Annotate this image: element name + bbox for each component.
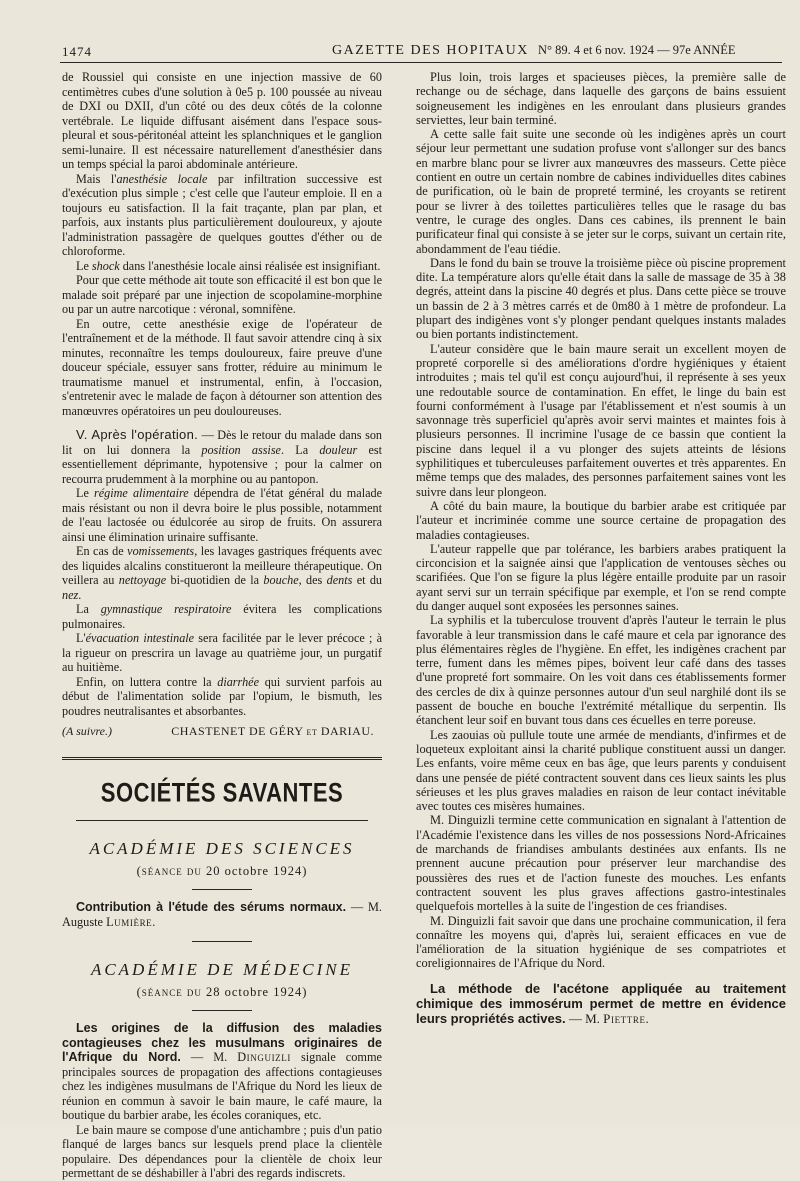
- communication-entry: Les origines de la diffusion des maladies contagieuses chez les musulmans originaires de l'Afrique du Nord. — M. Dinguizli signale comme principales sources de propagation des affections contagieuses chez les indigènes musulmans de l'Afrique du Nord les lieux de réunion en commun à savoir le bain maure, le café maure, la boutique du barbier arabe, les écoles coraniques, etc.: [62, 1021, 382, 1122]
- journal-title: GAZETTE DES HOPITAUX: [332, 43, 529, 58]
- academy-heading: ACADÉMIE DES SCIENCES: [89, 839, 355, 858]
- to-be-continued: (A suivre.): [62, 724, 112, 738]
- paragraph: En cas de vomissements, les lavages gastriques fréquents avec des liquides alcalins constitueront la meilleure thérapeutique. On veillera au nettoyage bi-quotidien de la bouche, des dents et du nez.: [62, 544, 383, 602]
- paragraph: La gymnastique respiratoire évitera les complications pulmonaires.: [62, 602, 382, 631]
- communication-entry: Contribution à l'étude des sérums normaux. — M. Auguste Lumière.: [62, 900, 382, 929]
- paragraph: Plus loin, trois larges et spacieuses pièces, la première salle de rechange ou de séchage, dans laquelle des garçons de bains essuient soigneusement les indigènes en les enroulant dans plusieurs grandes serviettes, leur bain terminé.: [416, 70, 786, 127]
- paragraph: A côté du bain maure, la boutique du barbier arabe est critiquée par l'auteur et incriminée comme une source certaine de propagation des maladies contagieuses.: [416, 498, 786, 542]
- paragraph: L'auteur considère que le bain maure serait un excellent moyen de propreté corporelle si des améliorations d'ordre hygiéniques y étaient introduites ; mais tel qu'il est conçu aujourd'hui, il représente à ses yeux une redoutable source de contamination. En effet, le linge du bain est fourni conformément à l'usage par l'établissement et n'est soumis à un savonnage très superficiel qu'après avoir servi maintes et maintes fois à plusieurs personnes. Il incrimine l'usage de ce bassin que contient la piscine dans lequel il a vu plonger des sujets atteints de lésions syphilitiques et tuberculeuses parfaitement ouvertes et très apparentes. En même temps que des malades, des personnes parfaitement saines vont les suivre dans leur plongeon.: [416, 341, 786, 499]
- short-rule: [192, 1010, 252, 1011]
- article-signature: [62, 724, 382, 739]
- paragraph: Les zaouias où pullule toute une armée de mendiants, d'infirmes et de loqueteux exploitant ainsi la charité publique constituent aussi un danger. Les enfants, voire même ceux en bas âge, que leurs parents y conduisent dans une pensée de piété contractent souvent dans ces lieux saints les plus sérieuses et les plus graves maladies en raison de leur contact inévitable avec toutes ces misères humaines.: [416, 727, 786, 814]
- paragraph: M. Dinguizli termine cette communication en signalant à l'attention de l'Académie l'existence dans les villes de nos possessions Nord-Africaines de marchands de friandises ambulants destinées aux enfants. Ils ne prennent aucune précaution pour préserver leur marchandise des poussières des rues et de l'action funeste des mouches. Les enfants contractent souvent les plus graves affections gastro-intestinales quelquefois mortelles à la suite de l'ingestion de ces friandises.: [416, 813, 786, 914]
- academy-heading: ACADÉMIE DE MÉDECINE: [90, 960, 354, 979]
- section-banner: SOCIÉTÉS SAVANTES: [100, 777, 344, 808]
- header-rule: [60, 62, 782, 63]
- paragraph: Enfin, on luttera contre la diarrhée qui survient parfois au début de l'alimentation solide par l'opium, le bismuth, les poudres neutralisantes et absorbantes.: [62, 674, 383, 718]
- paragraph: de Roussiel qui consiste en une injection massive de 60 centimètres cubes d'une solution à 0e5 p. 100 poussée au niveau de DXI ou DXII, d'un côté ou des deux côtés de la colonne vertébrale. Le liquide diffusant aisément dans l'espace sous-pleural et sous-péritonéal atteint les splanchniques et le ganglion semi-lunaire. Il est nécessaire naturellement d'anesthésier dans un temps spécial la paroi abdominale antérieure.: [62, 70, 382, 171]
- paragraph: L'évacuation intestinale sera facilitée par le lever précoce ; à la rigueur on prescrira un lavage au quatrième jour, un purgatif au huitième.: [62, 631, 382, 674]
- paragraph: V. Après l'opération. — Dès le retour du malade dans son lit on lui donnera la position assise. La douleur est essentiellement déprimante, hypotensive ; pour la calmer on recourra prudemment à la morphine ou au pantopon.: [62, 427, 383, 486]
- paragraph: La syphilis et la tuberculose trouvent d'après l'auteur le terrain le plus favorable à leur transmission dans le café maure et cela par ignorance des plus élémentaires règles de l'hygiène. En effet, les indigènes crachent par terre, fument dans les mêmes pipes, boivent leur café dans des tasses d'une propreté fort sommaire. On les voit dans ces établissements former des cercles de dix à quinze personnes autour d'un seul narghilé dont ils se passent de bouche en bouche l'extrémité métallique du serpentin. Ils étanchent leur soif en buvant tous dans ces écuelles en terre poreuse.: [416, 613, 786, 728]
- paragraph: Le shock dans l'anesthésie locale ainsi réalisée est insignifiant.: [76, 258, 381, 273]
- section-divider: [62, 757, 382, 760]
- page-number: 1474: [62, 44, 92, 59]
- short-rule: [192, 941, 252, 942]
- section-heading: V. Après l'opération.: [76, 427, 199, 442]
- session-date: (séance du 20 octobre 1924): [136, 864, 308, 878]
- paragraph: A cette salle fait suite une seconde où les indigènes après un court séjour leur permettant une sudation profuse vont s'allonger sur des bancs en marbre blanc pour se livrer aux manœuvres des masseurs. Cette pièce contient en outre un certain nombre de cabines individuelles dites cabines de purification, où le bain de propreté terminé, les croyants se retirent pour se livrer à des toilettes particulières telles que le rasage du bas ventre, le curage des ongles. Dans ces cabines, ils prennent le bain purificateur final qui consiste à se jeter sur le corps, suivant un certain rite, abondamment de l'eau tiédie.: [416, 127, 786, 256]
- paragraph: Mais l'anesthésie locale par infiltration successive est d'exécution plus simple ; c'est celle que l'auteur emploie. Il en a toujours eu satisfaction. Il la fait traçante, plan par plan, et parfois, aux instants plus particulièrement douloureux, y ajoute l'administration passagère de quelques gouttes d'éther ou de chloroforme.: [62, 171, 382, 258]
- left-column: [62, 70, 383, 1180]
- issue-info: N° 89. 4 et 6 nov. 1924 — 97e ANNÉE: [538, 43, 736, 57]
- banner-rule: [76, 820, 368, 821]
- paragraph: Le bain maure se compose d'une antichambre ; puis d'un patio flanqué de larges bancs sur lesquels prend place la clientèle populaire. Des dépendances pour la clientèle de choix leur permettant de se déshabiller à l'abri des regards indiscrets.: [62, 1122, 382, 1180]
- paragraph: M. Dinguizli fait savoir que dans une prochaine communication, il fera connaître les moyens qui, d'après lui, seraient efficaces en vue de l'amélioration de la situation hygiénique de ses compatriotes et coreligionnaires de l'Afrique du Nord.: [416, 913, 786, 971]
- running-header: [0, 0, 800, 62]
- short-rule: [192, 889, 252, 890]
- paragraph: Pour que cette méthode ait toute son efficacité il est bon que le malade soit préparé par une injection de scopolamine-morphine ou par un autre narcotique : véronal, somnifène.: [62, 273, 382, 316]
- paragraph: Le régime alimentaire dépendra de l'état général du malade mais résistant ou non il devra boire le plus possible, notamment de l'eau lactosée ou édulcorée au sirop de fruits. On assurera ainsi une élimination urinaire suffisante.: [62, 486, 382, 544]
- paragraph: En outre, cette anesthésie exige de l'opérateur de l'entraînement et de la méthode. Il faut savoir attendre cinq à six minutes, reconnaître les temps douloureux, faire preuve d'une douceur spéciale, essuyer sans frotter, réduire au minimum le traumatisme manuel et instrumental, enfin, à l'occasion, s'entretenir avec le malade de façon à détourner son attention des manœuvres opératoires un peu douloureuses.: [62, 316, 382, 418]
- communication-entry: La méthode de l'acétone appliquée au traitement chimique des immosérum permet de mettre en évidence leurs propriétés actives. — M. Piettre.: [416, 980, 786, 1026]
- session-date: (séance du 28 octobre 1924): [136, 985, 308, 999]
- article-authors: CHASTENET DE GÉRY et DARIAU.: [171, 724, 374, 738]
- paragraph: Dans le fond du bain se trouve la troisième pièce où piscine proprement dite. La température alors qu'elle était dans la salle de massage de 35 à 38 degrés, atteint dans la piscine 40 degrés et plus. Dans cette pièce se trouve un bassin de 2 à 3 mètres carrés et de 0m80 à 1 mètre de profondeur. La plupart des indigènes vont s'y plonger pendant quelques instants malades ou bien portants indistinctement.: [416, 255, 786, 342]
- right-column: [416, 70, 786, 1115]
- paragraph: L'auteur rappelle que par tolérance, les barbiers arabes pratiquent la circoncision et la saignée ainsi que l'application de ventouses sèches ou scarifiées. Que l'on se figure la plus légère entaille produite par un rasoir ayant servi sur un terrain spécifique par exemple, et l'on se rend compte du danger auquel sont exposées les personnes saines.: [416, 541, 786, 613]
